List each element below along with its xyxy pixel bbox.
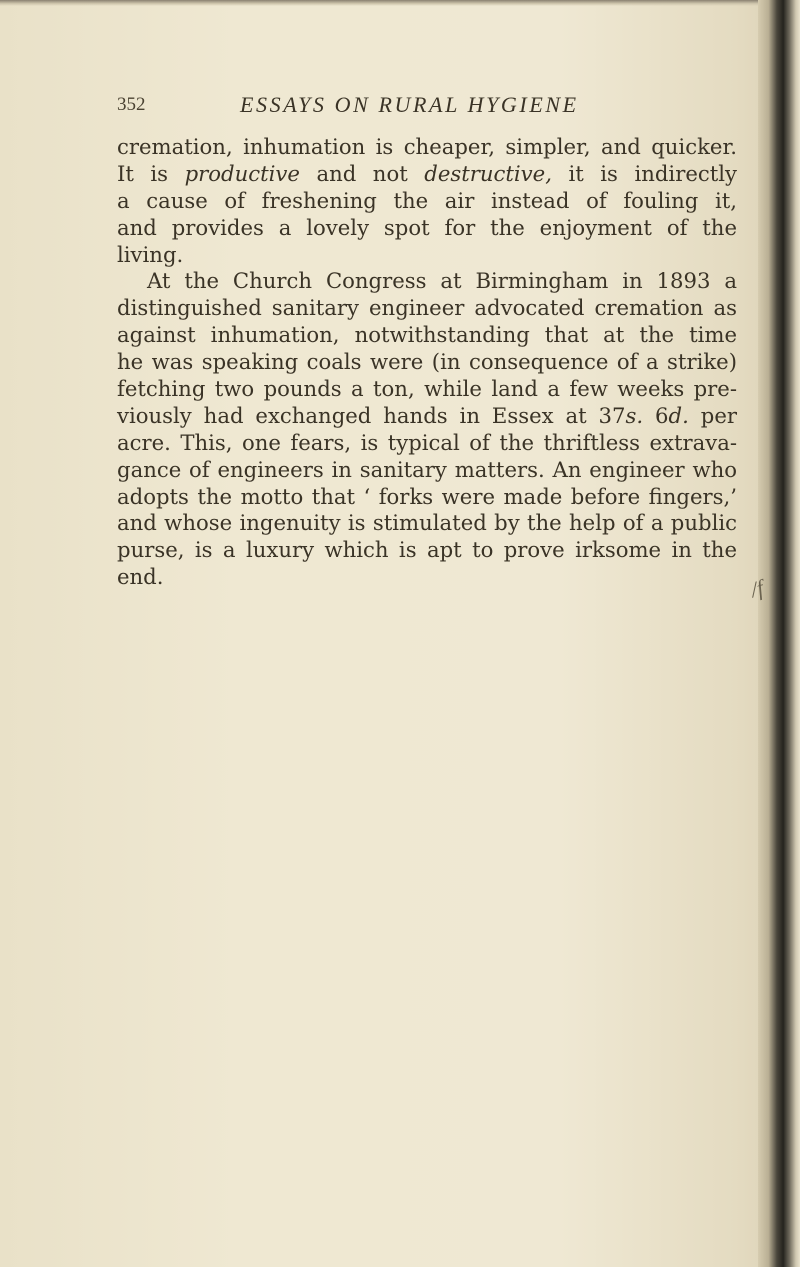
page-header: [117, 92, 757, 122]
text-line: he was speaking coals were (in consequence of a strike): [117, 349, 737, 375]
handwritten-margin-mark: /f: [747, 574, 767, 603]
text-line: gance of engineers in sanitary matters. An engineer who: [117, 456, 737, 482]
body-text: [117, 134, 737, 591]
text-line: viously had exchanged hands in Essex at 37s. 6d. per: [117, 402, 737, 428]
text-line: adopts the motto that ‘ forks were made before fingers,’: [117, 483, 737, 509]
text-line: At the Church Congress at Birmingham in 1893 a: [147, 268, 737, 294]
text-line: against inhumation, notwithstanding that at the time: [117, 322, 737, 348]
text-line: cremation, inhumation is cheaper, simpler, and quicker.: [117, 134, 737, 159]
text-line: It is productive and not destructive, it is indirectly: [117, 160, 737, 186]
text-line: and provides a lovely spot for the enjoyment of the: [117, 214, 737, 240]
text-line: distinguished sanitary engineer advocated cremation as: [117, 295, 737, 321]
running-head: ESSAYS ON RURAL HYGIENE: [240, 92, 579, 117]
text-line: and whose ingenuity is stimulated by the help of a public: [117, 510, 737, 536]
page-top-edge: [0, 0, 800, 6]
text-line: purse, is a luxury which is apt to prove irksome in the: [117, 537, 737, 563]
text-line: acre. This, one fears, is typical of the thriftless extrava-: [117, 429, 737, 455]
text-line: end.: [117, 564, 164, 590]
book-binding-edge: [758, 0, 800, 1267]
page-number: 352: [117, 94, 146, 115]
text-line: fetching two pounds a ton, while land a few weeks pre-: [117, 376, 737, 402]
text-line: a cause of freshening the air instead of fouling it,: [117, 187, 737, 213]
text-line: living.: [117, 241, 184, 267]
